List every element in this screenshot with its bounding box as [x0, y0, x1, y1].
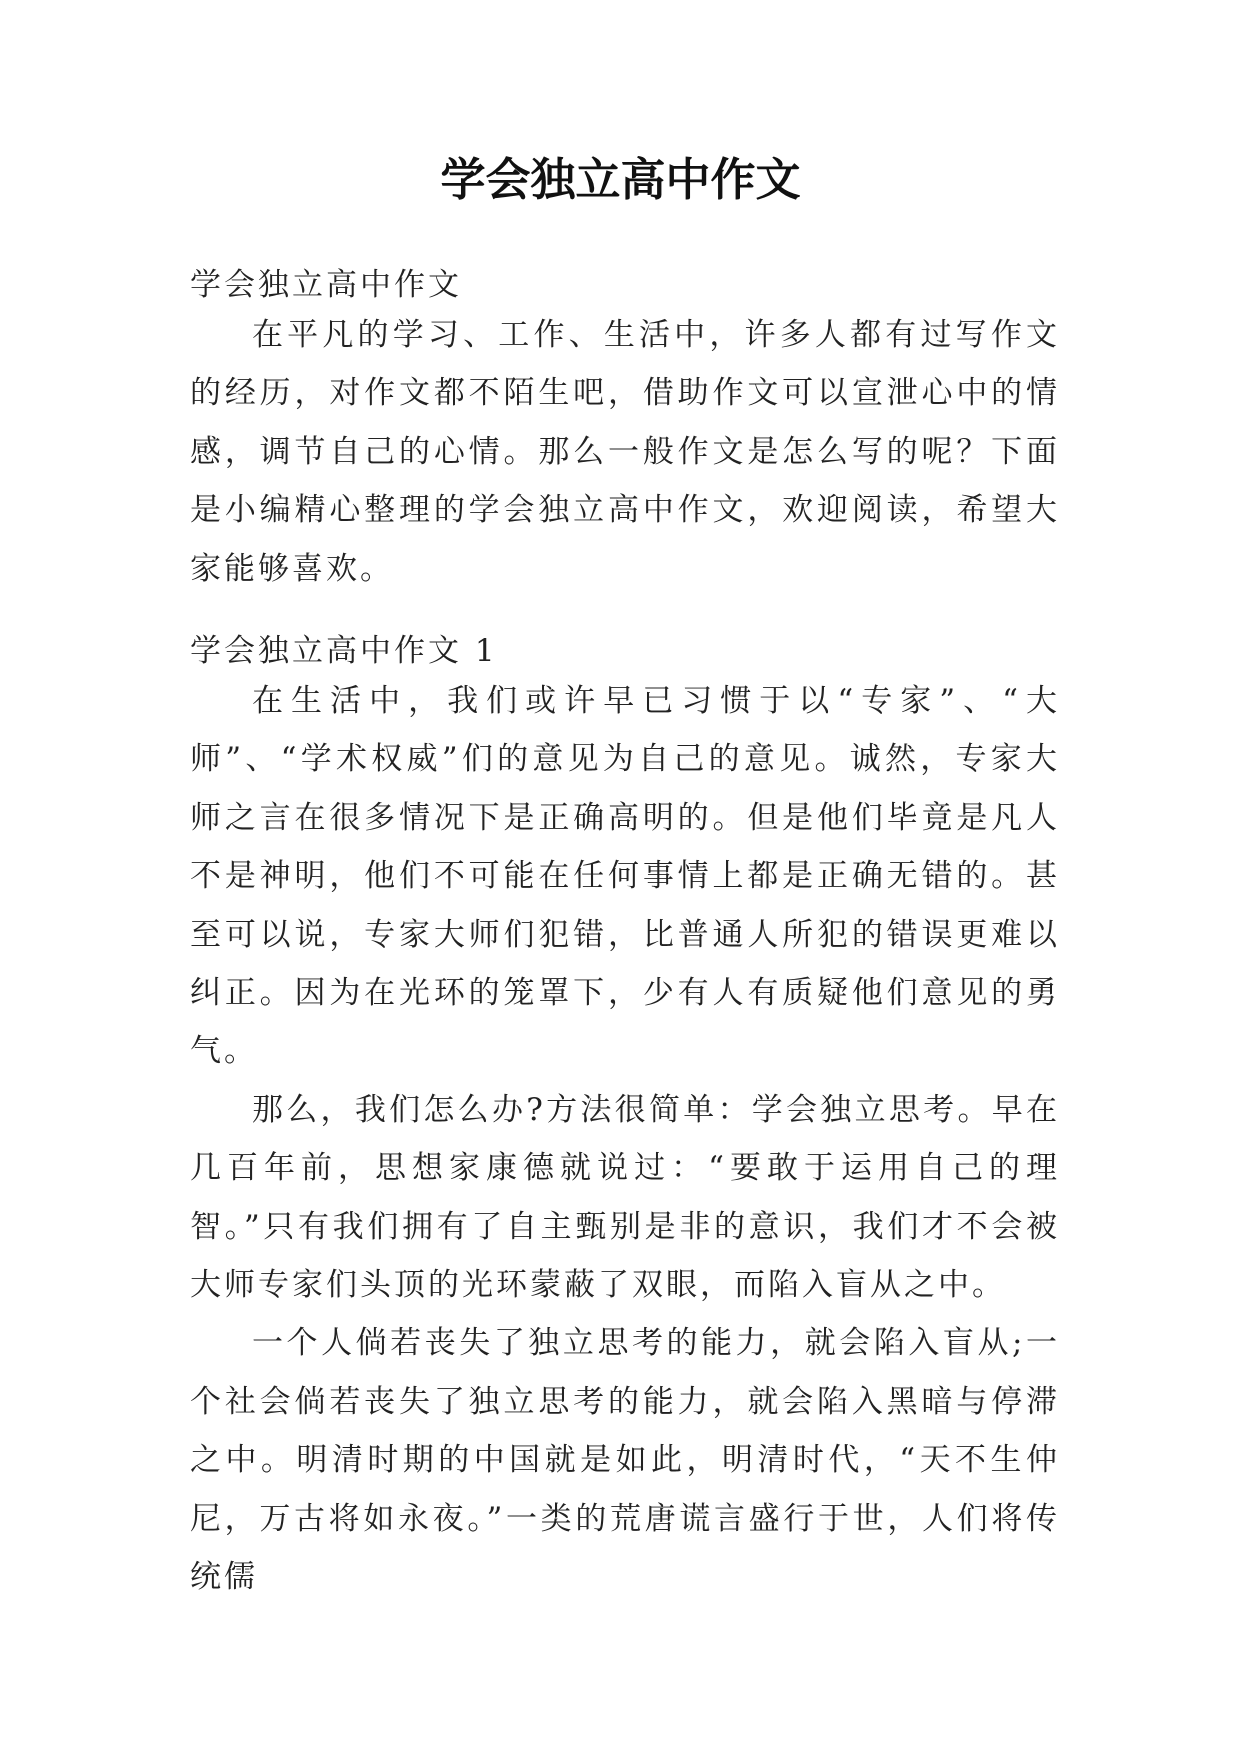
- document-title: 学会独立高中作文: [440, 153, 801, 206]
- essay-1-heading: 学会独立高中作文 1: [190, 633, 498, 669]
- essay-1-paragraph: 那么，我们怎么办?方法很简单：学会独立思考。早在几百年前，思想家康德就说过：“要敢于运用自己的理智。”只有我们拥有了自主甄别是非的意识，我们才不会被大师专家们头顶的光环蒙蔽了双眼，而陷入盲从之中。: [190, 1091, 1060, 1304]
- essay-1-body: [190, 672, 1060, 1607]
- essay-1-paragraph: 在生活中，我们或许早已习惯于以“专家”、“大师”、“学术权威”们的意见为自己的意见。诚然，专家大师之言在很多情况下是正确高明的。但是他们毕竟是凡人不是神明，他们不可能在任何事情上都是正确无错的。甚至可以说，专家大师们犯错，比普通人所犯的错误更难以纠正。因为在光环的笼罩下，少有人有质疑他们意见的勇气。: [190, 683, 1060, 1070]
- intro-body: [190, 306, 1060, 598]
- essay-1-paragraph: 一个人倘若丧失了独立思考的能力，就会陷入盲从;一个社会倘若丧失了独立思考的能力，就会陷入黑暗与停滞之中。明清时期的中国就是如此，明清时代，“天不生仲尼，万古将如永夜。”一类的荒唐谎言盛行于世，人们将传统儒: [190, 1325, 1060, 1596]
- intro-heading: 学会独立高中作文: [190, 267, 462, 303]
- intro-paragraph: 在平凡的学习、工作、生活中，许多人都有过写作文的经历，对作文都不陌生吧，借助作文可以宣泄心中的情感，调节自己的心情。那么一般作文是怎么写的呢？下面是小编精心整理的学会独立高中作文，欢迎阅读，希望大家能够喜欢。: [190, 317, 1060, 587]
